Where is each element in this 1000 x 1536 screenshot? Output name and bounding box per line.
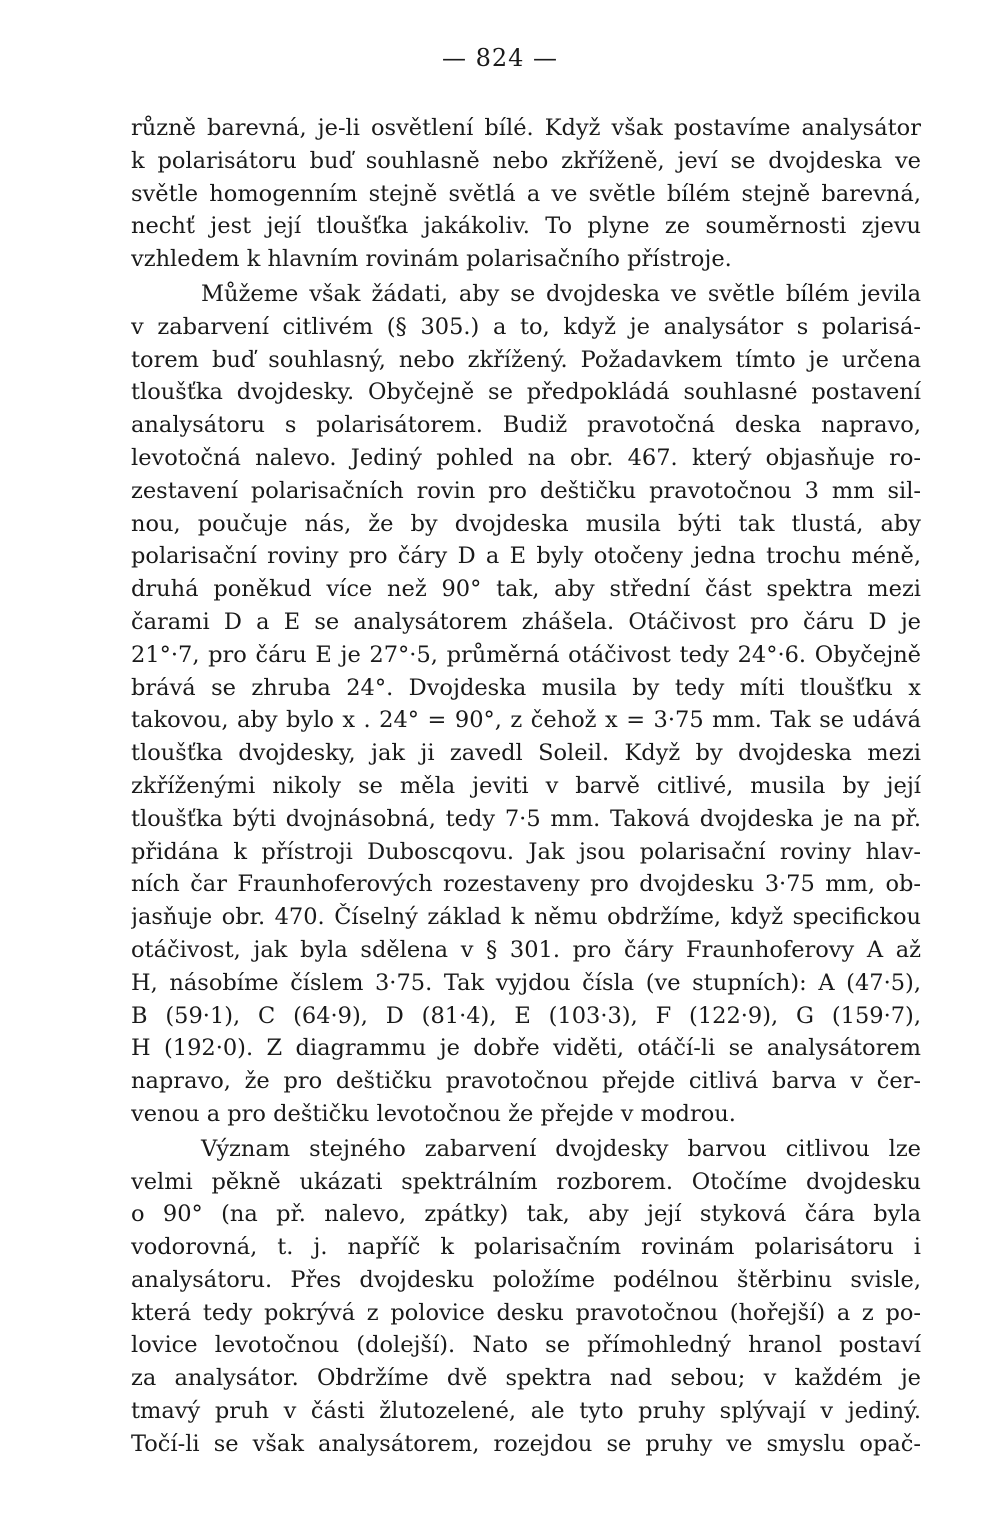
text-line: tloušťka dvojdesky, jak ji zavedl Soleil. Když by dvojdeska mezi <box>131 740 921 767</box>
text-line: přidána k přístroji Duboscqovu. Jak jsou polarisační roviny hlav- <box>131 838 921 865</box>
paragraph-first-line: Význam stejného zabarvení dvojdesky barvou citlivou lze <box>201 1135 921 1162</box>
text-line: druhá poněkud více než 90° tak, aby střední část spektra mezi <box>131 576 921 603</box>
text-line: v zabarvení citlivém (§ 305.) a to, když je analysátor s polarisá- <box>131 313 921 340</box>
text-line: analysátoru. Přes dvojdesku položíme podélnou štěrbinu svisle, <box>131 1266 921 1293</box>
text-line: venou a pro deštičku levotočnou že přejde v modrou. <box>131 1100 736 1127</box>
text-line: velmi pěkně ukázati spektrálním rozborem. Otočíme dvojdesku <box>131 1168 921 1195</box>
text-line: k polarisátoru buď souhlasně nebo zkříženě, jeví se dvojdeska ve <box>131 147 921 174</box>
text-line: tmavý pruh v části žlutozelené, ale tyto pruhy splývají v jediný. <box>131 1398 921 1425</box>
text-line: světle homogenním stejně světlá a ve světle bílém stejně barevná, <box>131 180 921 207</box>
text-line: otáčivost, jak byla sdělena v § 301. pro čáry Fraunhoferovy A až <box>131 936 921 963</box>
page-number: — 824 — <box>441 44 559 72</box>
text-line: ních čar Fraunhoferových rozestaveny pro dvojdesku 3·75 mm, ob- <box>131 871 921 898</box>
text-line: torem buď souhlasný, nebo zkřížený. Požadavkem tímto je určena <box>131 346 921 373</box>
text-line: která tedy pokrývá z polovice desku pravotočnou (hořejší) a z po- <box>131 1299 921 1326</box>
text-line: tloušťka dvojdesky. Obyčejně se předpokládá souhlasné postavení <box>131 379 921 406</box>
text-line: brává se zhruba 24°. Dvojdeska musila by tedy míti tloušťku x <box>131 674 921 701</box>
body-text <box>131 112 921 1461</box>
text-line: tloušťka býti dvojnásobná, tedy 7·5 mm. Taková dvojdeska je na př. <box>131 805 921 832</box>
text-line: takovou, aby bylo x . 24° = 90°, z čehož x = 3·75 mm. Tak se udává <box>131 707 921 734</box>
text-line: vodorovná, t. j. napříč k polarisačním rovinám polarisátoru i <box>131 1234 921 1261</box>
text-line: nechť jest její tloušťka jakákoliv. To plyne ze souměrnosti zjevu <box>131 213 921 240</box>
text-line: nou, poučuje nás, že by dvojdeska musila býti tak tlustá, aby <box>131 510 921 537</box>
text-line: H, násobíme číslem 3·75. Tak vyjdou čísla (ve stupních): A (47·5), <box>131 969 921 996</box>
text-line: Točí-li se však analysátorem, rozejdou se pruhy ve smyslu opač- <box>131 1430 921 1457</box>
text-line: polarisační roviny pro čáry D a E byly otočeny jedna trochu méně, <box>131 543 921 570</box>
text-line: analysátoru s polarisátorem. Budiž pravotočná deska napravo, <box>131 412 921 439</box>
text-line: H (192·0). Z diagrammu je dobře viděti, otáčí-li se analysátorem <box>131 1035 921 1062</box>
text-line: vzhledem k hlavním rovinám polarisačního přístroje. <box>131 246 732 273</box>
text-line: zestavení polarisačních rovin pro deštičku pravotočnou 3 mm sil- <box>131 477 921 504</box>
text-line: levotočná nalevo. Jediný pohled na obr. 467. který objasňuje ro- <box>131 444 921 471</box>
text-line: čarami D a E se analysátorem zhášela. Otáčivost pro čáru D je <box>131 608 921 635</box>
paragraph-first-line: Můžeme však žádati, aby se dvojdeska ve světle bílém jevila <box>201 280 921 307</box>
text-line: B (59·1), C (64·9), D (81·4), E (103·3), F (122·9), G (159·7), <box>131 1002 921 1029</box>
text-line: jasňuje obr. 470. Číselný základ k němu obdržíme, když specifickou <box>131 904 921 931</box>
text-line: lovice levotočnou (dolejší). Nato se přímohledný hranol postaví <box>131 1332 921 1359</box>
text-line: zkříženými nikoly se měla jeviti v barvě citlivé, musila by její <box>131 772 921 799</box>
text-line: různě barevná, je-li osvětlení bílé. Když však postavíme analysátor <box>131 115 921 141</box>
text-line: o 90° (na př. nalevo, zpátky) tak, aby její styková čára byla <box>131 1201 921 1228</box>
text-line: 21°·7, pro čáru E je 27°·5, průměrná otáčivost tedy 24°·6. Obyčejně <box>131 641 921 668</box>
text-line: za analysátor. Obdržíme dvě spektra nad sebou; v každém je <box>131 1365 921 1392</box>
text-line: napravo, že pro deštičku pravotočnou přejde citlivá barva v čer- <box>131 1068 921 1095</box>
